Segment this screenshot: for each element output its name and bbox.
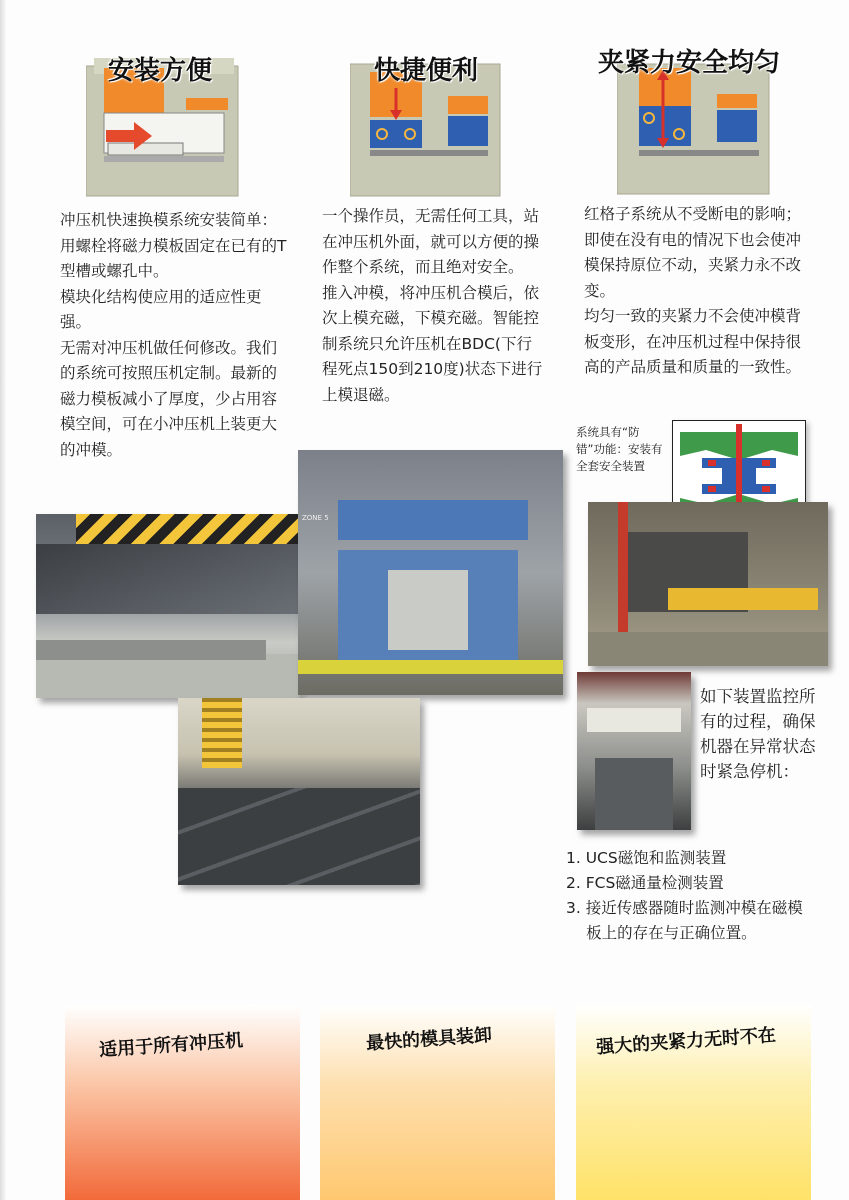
install-paragraph-1: 冲压机快速换模系统安装简单：用螺栓将磁力模板固定在已有的T型槽或螺孔中。 xyxy=(60,211,287,280)
zone-label: ZONE 5 xyxy=(302,514,329,522)
benefit-box-clamping xyxy=(576,1005,811,1200)
clamp-paragraph-2: 均匀一致的夹紧力不会使冲模背板变形，在冲压机过程中保持很高的产品质量和质量的一致性。 xyxy=(584,307,802,376)
clamp-paragraph-1: 红格子系统从不受断电的影响；即使在没有电的情况下也会使冲模保持原位不动，夹紧力永不改变。 xyxy=(584,205,802,300)
binding-edge xyxy=(0,0,6,1200)
monitor-item-ucs: 1. UCS磁饱和监测装置 xyxy=(566,849,727,867)
install-paragraph-2: 模块化结构使应用的适应性更强。 xyxy=(60,287,262,331)
photo-plates-floor xyxy=(178,698,420,885)
heading-quick: 快捷便利 xyxy=(374,56,479,86)
benefit-box-all-presses xyxy=(65,1005,300,1200)
column-clamp-text xyxy=(584,202,806,381)
benefit-label-fastest: 最快的模具装卸 xyxy=(365,1024,493,1055)
anti-error-note: 系统具有“防错”功能：安装有全套安全装置 xyxy=(576,425,663,473)
benefit-label-all-presses: 适用于所有冲压机 xyxy=(98,1029,244,1061)
heading-install: 安装方便 xyxy=(108,56,213,86)
monitor-item-fcs: 2. FCS磁通量检测装置 xyxy=(566,874,724,892)
install-paragraph-3: 无需对冲压机做任何修改。我们的系统可按照压机定制。最新的磁力模板减小了厚度，少占用容模空间，可在小冲压机上装更大的冲模。 xyxy=(60,338,278,459)
quick-paragraph-1: 一个操作员，无需任何工具，站在冲压机外面，就可以方便的操作整个系统，而且绝对安全。 xyxy=(322,207,540,276)
monitor-item-proximity: 3. 接近传感器随时监测冲模在磁模板上的存在与正确位置。 xyxy=(566,899,803,942)
photo-monitoring xyxy=(577,672,691,830)
photo-yellow-press xyxy=(588,502,828,666)
photo-blue-press xyxy=(298,450,563,695)
benefit-box-fastest xyxy=(320,1005,555,1200)
column-quick-text xyxy=(322,204,544,408)
quick-paragraph-2: 推入冲模，将冲压机合模后，依次上模充磁，下模充磁。智能控制系统只允许压机在BDC(下行程死点150到210度)状态下进行上模退磁。 xyxy=(322,283,543,404)
photo-press-plates xyxy=(36,514,300,698)
monitor-intro: 如下装置监控所有的过程，确保机器在异常状态时紧急停机： xyxy=(700,687,816,781)
column-install-text xyxy=(60,208,288,463)
benefit-label-clamping: 强大的夹紧力无时不在 xyxy=(595,1024,777,1059)
heading-clamp: 夹紧力安全均匀 xyxy=(598,48,781,78)
monitor-list xyxy=(566,846,816,946)
